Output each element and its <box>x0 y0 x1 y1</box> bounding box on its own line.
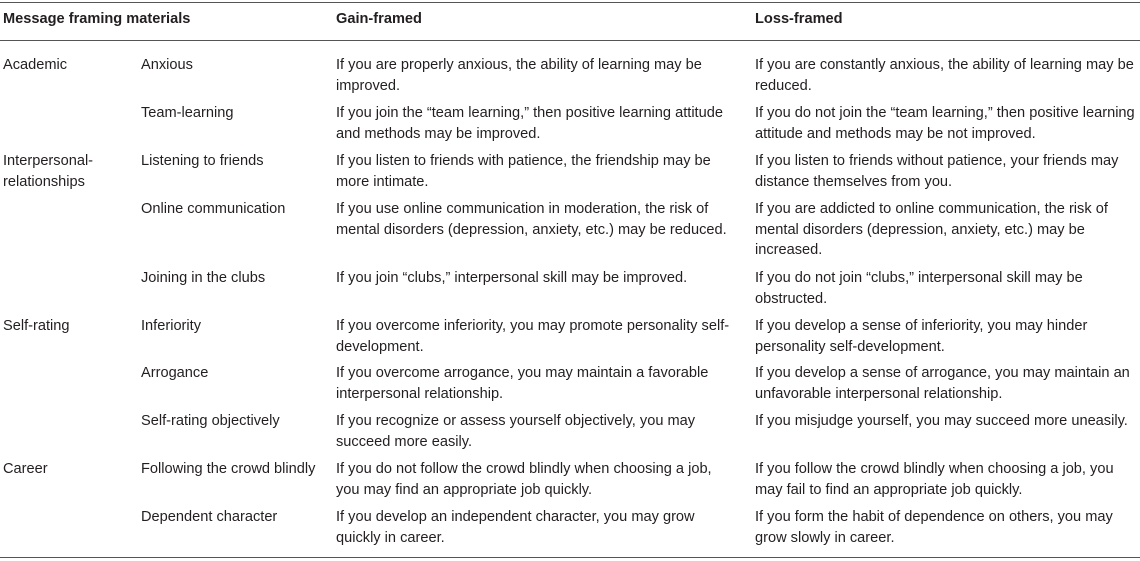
group-label: Academic <box>3 57 68 73</box>
item-label: Dependent character <box>141 509 278 525</box>
item-label: Listening to friends <box>141 153 264 169</box>
item-label: Arrogance <box>141 365 209 381</box>
item-label: Joining in the clubs <box>141 270 266 286</box>
header-loss-framed: Loss-framed <box>755 11 843 27</box>
header-rule <box>0 40 1140 41</box>
group-label: Self-rating <box>3 318 70 334</box>
gain-framed-text: If you overcome arrogance, you may maintain a favorable interpersonal relationship. <box>336 365 709 402</box>
gain-framed-text: If you do not follow the crowd blindly when choosing a job, you may find an appropriate job quickly. <box>336 461 712 498</box>
item-label: Self-rating objectively <box>141 413 280 429</box>
loss-framed-text: If you form the habit of dependence on others, you may grow slowly in career. <box>755 509 1113 546</box>
gain-framed-text: If you join the “team learning,” then positive learning attitude and methods may be improved. <box>336 105 723 142</box>
gain-framed-text: If you develop an independent character, you may grow quickly in career. <box>336 509 695 546</box>
loss-framed-text: If you do not join “clubs,” interpersonal skill may be obstructed. <box>755 270 1083 307</box>
header-gain-framed: Gain-framed <box>336 11 422 27</box>
gain-framed-text: If you listen to friends with patience, the friendship may be more intimate. <box>336 153 711 190</box>
item-label: Inferiority <box>141 318 202 334</box>
loss-framed-text: If you are addicted to online communication, the risk of mental disorders (depression, anxiety, etc.) may be increased. <box>755 201 1108 258</box>
item-label: Following the crowd blindly <box>141 461 316 477</box>
gain-framed-text: If you join “clubs,” interpersonal skill may be improved. <box>336 270 688 286</box>
loss-framed-text: If you do not join the “team learning,” then positive learning attitude and methods may be not improved. <box>755 105 1135 142</box>
gain-framed-text: If you overcome inferiority, you may promote personality self-development. <box>336 318 730 355</box>
top-rule <box>0 2 1140 3</box>
loss-framed-text: If you develop a sense of arrogance, you may maintain an unfavorable interpersonal relationship. <box>755 365 1130 402</box>
gain-framed-text: If you are properly anxious, the ability of learning may be improved. <box>336 57 702 94</box>
group-label: Career <box>3 461 48 477</box>
item-label: Team-learning <box>141 105 234 121</box>
loss-framed-text: If you follow the crowd blindly when choosing a job, you may fail to find an appropriate job quickly. <box>755 461 1114 498</box>
loss-framed-text: If you listen to friends without patience, your friends may distance themselves from you. <box>755 153 1119 190</box>
item-label: Online communication <box>141 201 286 217</box>
gain-framed-text: If you recognize or assess yourself objectively, you may succeed more easily. <box>336 413 696 450</box>
group-label: Interpersonal-relationships <box>3 153 94 190</box>
loss-framed-text: If you are constantly anxious, the ability of learning may be reduced. <box>755 57 1134 94</box>
loss-framed-text: If you misjudge yourself, you may succeed more uneasily. <box>755 413 1128 429</box>
item-label: Anxious <box>141 57 193 73</box>
gain-framed-text: If you use online communication in moderation, the risk of mental disorders (depression, anxiety, etc.) may be reduced. <box>336 201 727 238</box>
bottom-rule <box>0 557 1140 558</box>
header-materials: Message framing materials <box>3 11 191 27</box>
loss-framed-text: If you develop a sense of inferiority, you may hinder personality self-development. <box>755 318 1088 355</box>
